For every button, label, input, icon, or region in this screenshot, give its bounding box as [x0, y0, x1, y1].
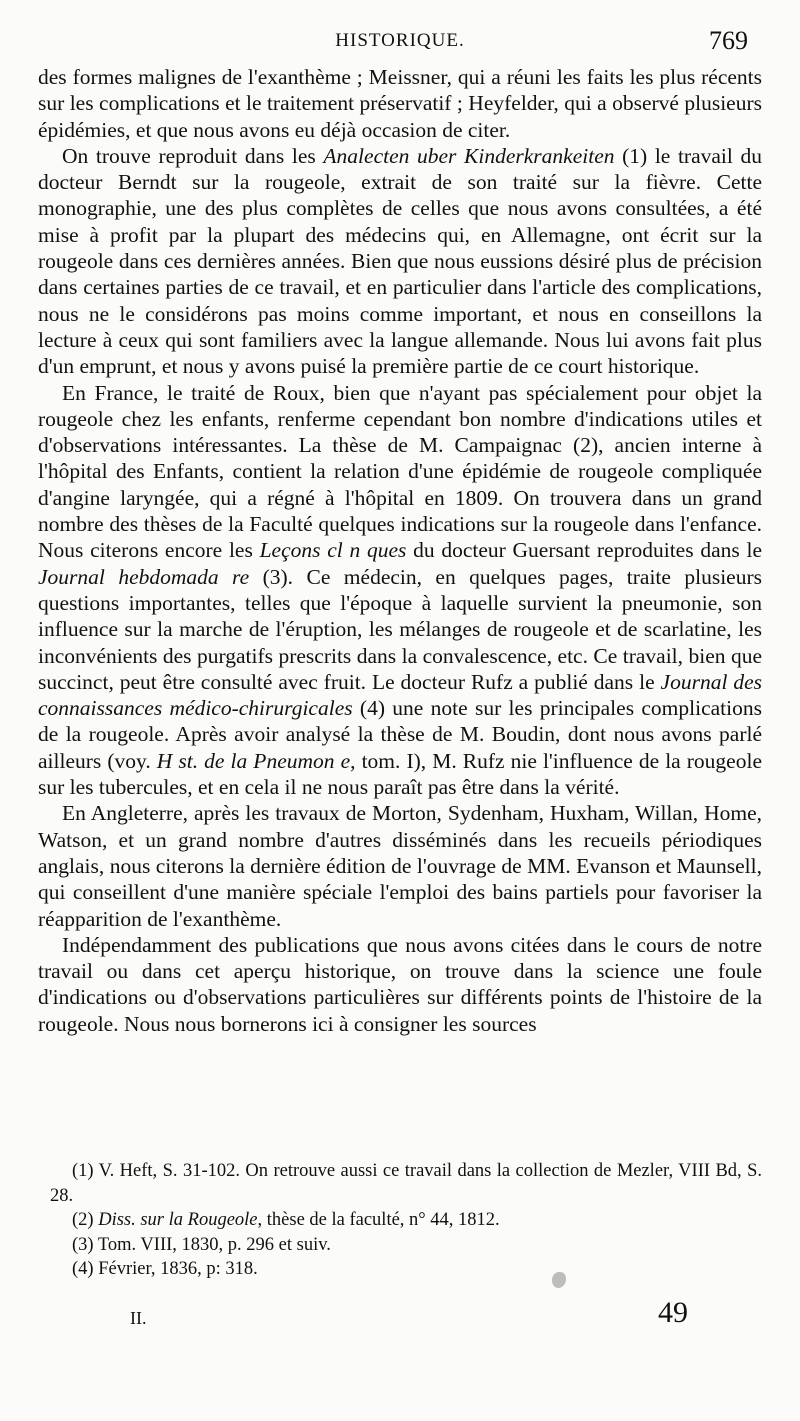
footnote-marker: (2)	[72, 1210, 99, 1230]
text-segment: , tom. I), M. Rufz nie l'influence de la rougeole sur les tubercules, et en cela il ne nous paraît pas être dans la vérité.	[38, 748, 762, 800]
sheet-number: 49	[658, 1296, 688, 1329]
footnotes	[50, 1159, 762, 1282]
text-segment: En France, le traité de Roux, bien que n'ayant pas spécialement pour objet la rougeole chez les enfants, renferme cependant bon nombre d'indications utiles et d'observations intéressantes. La thèse de M. Campaignac (2), ancien interne à l'hôpital des Enfants, contient la relation d'une épidémie de rougeole compliquée d'angine laryngée, qui a régné à l'hôpital en 1809. On trouvera dans un grand nombre des thèses de la Faculté quelques indications sur la rougeole dans l'enfance. Nous citerons encore les	[38, 380, 762, 563]
cited-title: Leçons cl n ques	[259, 538, 407, 563]
text-segment: (3). Ce médecin, en quelques pages, traite plusieurs questions importantes, telles que l'époque à laquelle survient la pneumonie, son influence sur la marche de l'éruption, les mélanges de rougeole et de scarlatine, les inconvénients des purgatifs prescrits dans la convalescence, etc. Ce travail, bien que succinct, peut être consulté avec fruit. Le docteur Rufz a publié dans le	[38, 564, 762, 694]
footnote-4: (4) Février, 1836, p: 318.	[72, 1259, 258, 1279]
cited-title: Diss. sur la Rougeole	[98, 1210, 258, 1230]
footnote-1: (1) V. Heft, S. 31-102. On retrouve aussi ce travail dans la collection de Mezler, VIII Bd, S. 28.	[50, 1161, 762, 1206]
page-number: 769	[709, 26, 748, 55]
paragraph-3	[38, 380, 762, 801]
text-segment: (1) le travail du docteur Berndt sur la rougeole, extrait de son traité sur la fièvre. Cette monographie, une des plus complètes de celles que nous avons consultées, a été mise à profit par la plupart des médecins qui, en Allemagne, ont écrit sur la rougeole dans ces dernières années. Bien que nous eussions désiré plus de précision dans certaines parties de ce travail, et en particulier dans l'article des complications, nous ne le considérons pas moins comme important, et nous en conseillons la lecture à ceux qui sont familiers avec la langue allemande. Nous lui avons fait plus d'un emprunt, et nous y avons puisé la première partie de ce court historique.	[38, 143, 762, 379]
body-text	[38, 64, 762, 1037]
footnote-2	[72, 1208, 762, 1233]
cited-title: Analecten uber Kinderkrankeiten	[323, 143, 615, 168]
text-segment: , thèse de la faculté, n° 44, 1812.	[257, 1210, 500, 1230]
paragraph-4: En Angleterre, après les travaux de Morton, Sydenham, Huxham, Willan, Home, Watson, et un grand nombre d'autres disséminés dans les recueils périodiques anglais, nous citerons la dernière édition de l'ouvrage de MM. Evanson et Maunsell, qui conseillent d'une manière spéciale l'emploi des bains partiels pour favoriser la réapparition de l'exanthème.	[38, 801, 762, 931]
footnote-3: (3) Tom. VIII, 1830, p. 296 et suiv.	[72, 1234, 331, 1255]
cited-title: Journal hebdomada re	[38, 564, 250, 589]
text-segment: On trouve reproduit dans les	[62, 143, 324, 168]
paragraph-5: Indépendamment des publications que nous avons citées dans le cours de notre travail ou dans cet aperçu historique, on trouve dans la science une foule d'indications ou d'observations particulières sur différents points de l'histoire de la rougeole. Nous nous bornerons ici à consigner les sources	[38, 932, 762, 1036]
ink-blot	[552, 1272, 566, 1288]
text-segment: du docteur Guersant reproduites dans le	[406, 538, 762, 563]
running-title: HISTORIQUE.	[335, 30, 465, 51]
cited-title: H st. de la Pneumon e	[156, 748, 351, 773]
signature-mark: II.	[130, 1308, 147, 1328]
text-segment: (4) une note sur les principales complications de la rougeole. Après avoir analysé la thèse de M. Boudin, dont nous avons parlé ailleurs (voy.	[38, 696, 762, 773]
paragraph-2	[38, 143, 762, 380]
paragraph-1: des formes malignes de l'exanthème ; Meissner, qui a réuni les faits les plus récents sur les complications et le traitement préservatif ; Heyfelder, qui a observé plusieurs épidémies, et que nous avons eu déjà occasion de citer.	[38, 65, 762, 142]
cited-title: Journal des connaissances médico-chirurgicales	[38, 669, 762, 721]
